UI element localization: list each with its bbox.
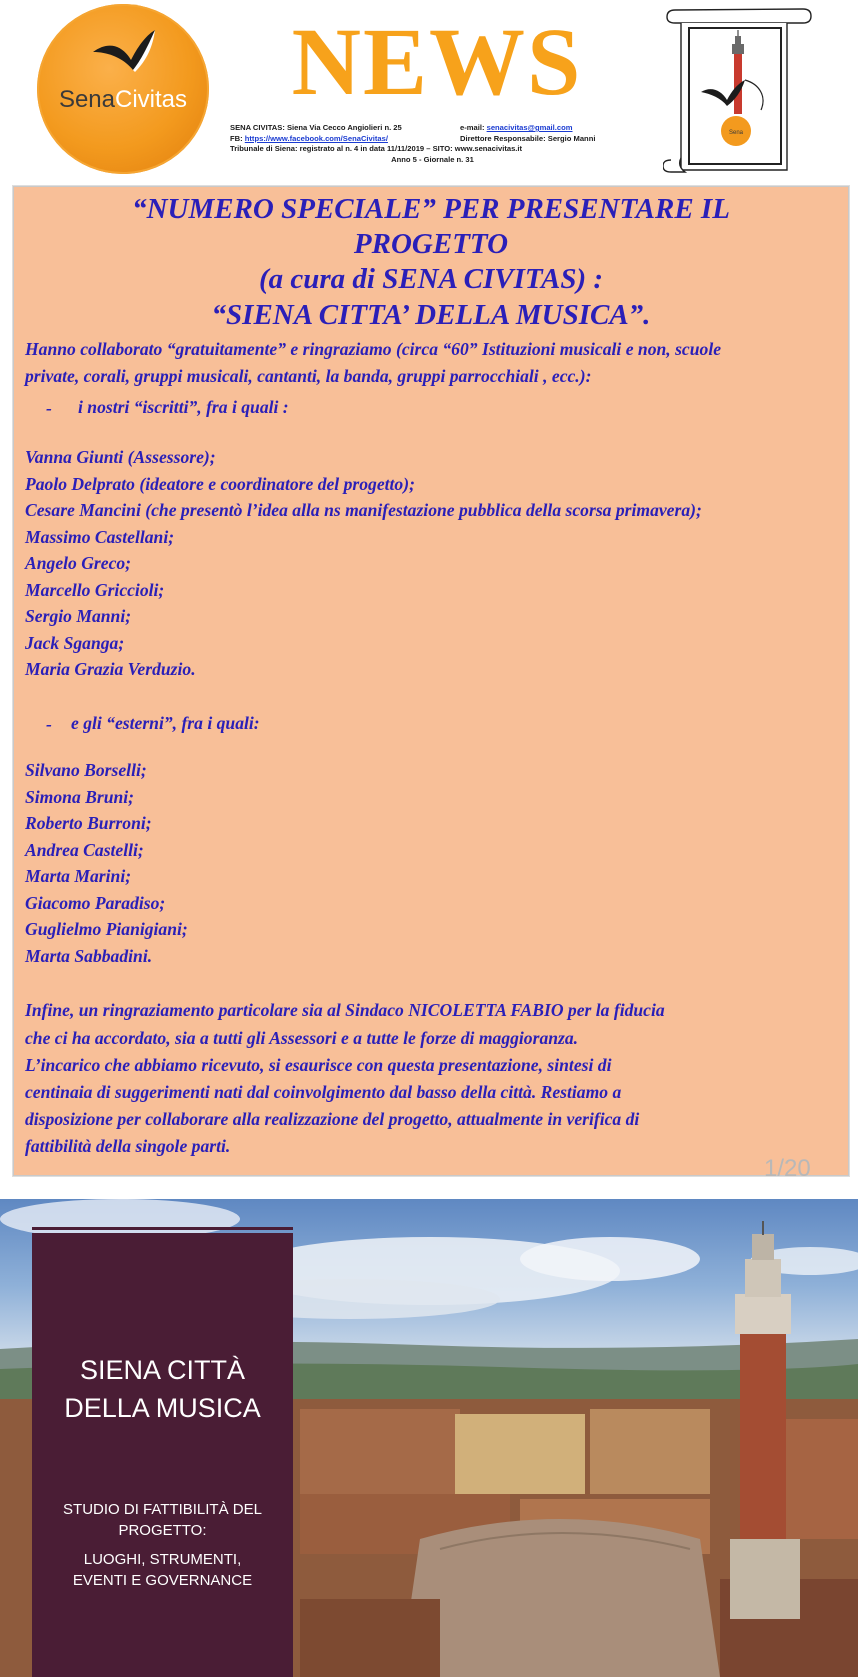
panel-title-line: “NUMERO SPECIALE” PER PRESENTARE IL	[132, 193, 730, 225]
cover-subtitle-line: STUDIO DI FATTIBILITÀ DEL	[63, 1501, 262, 1518]
closing-text-line: L’incarico che abbiamo ricevuto, si esaurisce con questa presentazione, sintesi di	[25, 1055, 612, 1075]
bullet-dash: -	[46, 398, 52, 418]
email-link[interactable]: senacivitas@gmail.com	[486, 123, 573, 132]
external-name: Andrea Castelli;	[25, 840, 144, 860]
member-name: Sergio Manni;	[25, 606, 132, 626]
intro-text-line: private, corali, gruppi musicali, cantanti, la banda, gruppi parrocchiali , ecc.):	[25, 366, 592, 386]
sena-civitas-logo	[37, 4, 209, 174]
news-masthead-title: NEWS	[291, 8, 583, 115]
panel-title-line: “SIENA CITTA’ DELLA MUSICA”.	[211, 299, 651, 331]
intro-text-line: Hanno collaborato “gratuitamente” e ringraziamo (circa “60” Istituzioni musicali e non, scuole	[25, 339, 722, 359]
external-name: Giacomo Paradiso;	[25, 893, 166, 913]
logo-wordmark: SenaCivitas	[58, 86, 188, 113]
member-name: Angelo Greco;	[25, 553, 132, 573]
external-name: Guglielmo Pianigiani;	[25, 919, 188, 939]
cover-subtitle-line: LUOGHI, STRUMENTI,	[83, 1551, 242, 1568]
issue-number-text: Anno 5 - Giornale n. 31	[391, 154, 474, 164]
member-name: Jack Sganga;	[25, 633, 125, 653]
panel-title-line: (a cura di SENA CIVITAS) :	[258, 263, 604, 295]
registration-text: Tribunale di Siena: registrato al n. 4 in data 11/11/2019 – SITO: www.senacivitas.it	[230, 144, 523, 153]
external-name: Marta Sabbadini.	[25, 946, 153, 966]
external-name: Roberto Burroni;	[25, 813, 152, 833]
member-name: Massimo Castellani;	[25, 527, 175, 547]
bullet-dash: -	[46, 714, 52, 734]
group-heading-externals: e gli “esterni”, fra i quali:	[71, 713, 260, 733]
cover-subtitle-line: PROGETTO:	[118, 1522, 207, 1539]
external-name: Marta Marini;	[25, 866, 132, 886]
closing-text-line: fattibilità della singole parti.	[25, 1136, 231, 1156]
newsletter-header	[0, 0, 858, 182]
panel-title-line: PROGETTO	[353, 228, 509, 260]
member-name: Cesare Mancini (che presentò l’idea alla ns manifestazione pubblica della scorsa primavera);	[25, 500, 702, 520]
closing-text-line: centinaia di suggerimenti nati dal coinvolgimento dal basso della città. Restiamo a	[25, 1082, 622, 1102]
facebook-link[interactable]: https://www.facebook.com/SenaCivitas/	[244, 133, 388, 143]
external-name: Silvano Borselli;	[25, 760, 147, 780]
group-heading-members: i nostri “iscritti”, fra i quali :	[78, 397, 289, 417]
closing-text-line: Infine, un ringraziamento particolare sia al Sindaco NICOLETTA FABIO per la fiducia	[25, 1000, 665, 1020]
cover-title-line: SIENA CITTÀ	[79, 1355, 246, 1385]
special-issue-panel	[13, 186, 849, 1182]
cover-title-box	[32, 1233, 293, 1677]
member-name: Vanna Giunti (Assessore);	[25, 447, 216, 467]
member-name: Maria Grazia Verduzio.	[25, 659, 196, 679]
closing-text-line: disposizione per collaborare alla realizzazione del progetto, attualmente in verifica di	[25, 1109, 640, 1129]
cover-top-rule	[32, 1227, 293, 1230]
address-text: SENA CIVITAS: Siena Via Cecco Angiolieri n. 25	[230, 123, 402, 132]
parchment-scroll-logo	[663, 0, 813, 178]
director-text: Direttore Responsabile: Sergio Manni	[460, 133, 596, 143]
cover-title-line: DELLA MUSICA	[64, 1393, 261, 1423]
closing-text-line: che ci ha accordato, sia a tutti gli Assessori e a tutte le forze di maggioranza.	[25, 1028, 579, 1048]
member-name: Marcello Griccioli;	[25, 580, 165, 600]
page-indicator: 1/20	[764, 1155, 811, 1182]
external-name: Simona Bruni;	[25, 787, 135, 807]
cover-subtitle-line: EVENTI E GOVERNANCE	[72, 1572, 253, 1589]
cover-page-image	[0, 1199, 858, 1677]
member-name: Paolo Delprato (ideatore e coordinatore del progetto);	[25, 474, 415, 494]
svg-text:Sena: Sena	[728, 130, 744, 136]
publication-info: SENA CIVITAS: Siena Via Cecco Angiolieri n. 25 e-mail: senacivitas@gmail.com FB: https://www.facebook.com/SenaCivitas/ Direttore Responsabile: Sergio Manni Tribunale di Siena: registrato al n. 4 in data 11/11/2019 – SITO: www.senacivitas.it Anno 5 - Giornale n. 31	[230, 123, 635, 165]
